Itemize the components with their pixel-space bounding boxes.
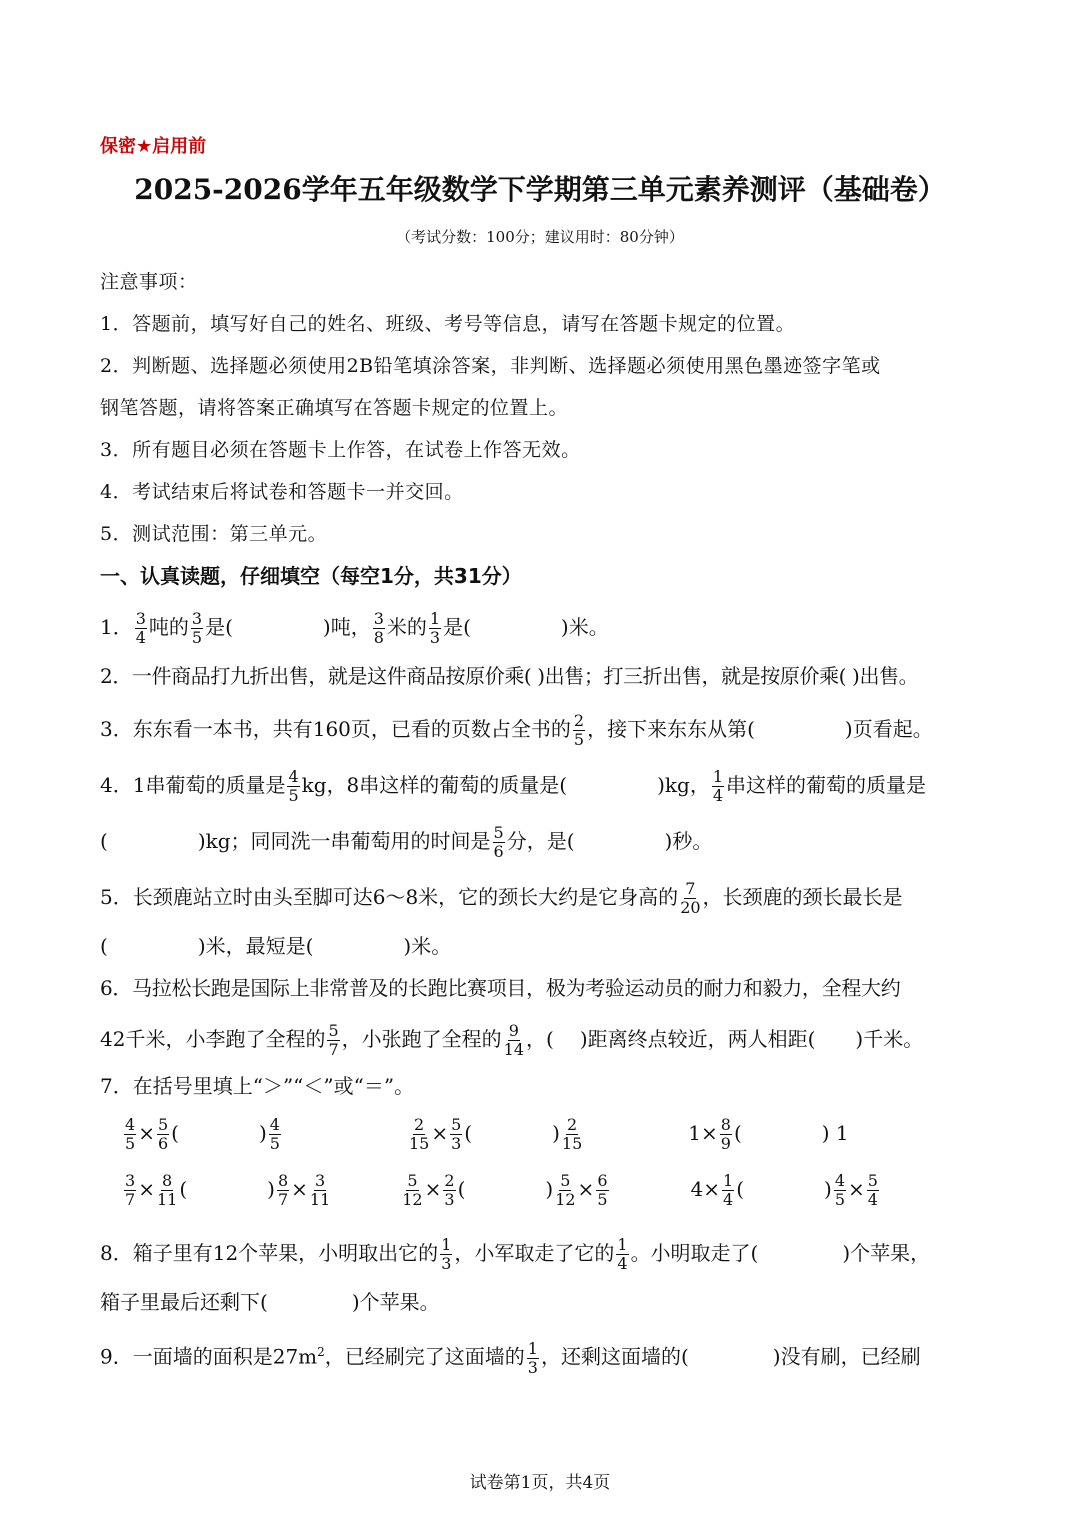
fraction: $\frac{4}{5}$ (288, 767, 299, 805)
fraction: $\frac{5}{6}$ (493, 823, 504, 861)
fraction: $\frac{1}{4}$ (712, 767, 724, 805)
fraction: $\frac{2}{15}$ (561, 1115, 583, 1153)
question-2: 2．一件商品打九折出售，就是这件商品按原价乘( )出售；打三折出售，就是按原价乘( )出售。 (100, 664, 919, 688)
question-4-cont: ( )kg；同同洗一串葡萄用的时间是 $\frac{5}{6}$ 分，是( )秒。 (100, 823, 713, 861)
question-8-cont: 箱子里最后还剩下( )个苹果。 (100, 1290, 440, 1314)
fraction: $\frac{5}{7}$ (328, 1021, 339, 1059)
fraction: $\frac{2}{5}$ (573, 711, 585, 749)
exam-info: （考试分数：100分；建议用时：80分钟） (396, 228, 684, 246)
question-3: 3．东东看一本书，共有160页，已看的页数占全书的 $\frac{2}{5}$ ，接下来东东从第( )页看起。 (100, 711, 933, 749)
question-1: 1． $\frac{3}{4}$ 吨的 $\frac{3}{5}$ 是( )吨， $\frac{3}{8}$ 米的 $\frac{1}{3}$ 是( )米。 (100, 609, 609, 647)
confidential-label: 保密★启用前 (100, 136, 207, 157)
note-4: 4．考试结束后将试卷和答题卡一并交回。 (100, 481, 464, 503)
question-6: 6．马拉松长跑是国际上非常普及的长跑比赛项目，极为考验运动员的耐力和毅力，全程大约 (100, 976, 901, 1000)
fraction: $\frac{3}{7}$ (125, 1171, 136, 1209)
fraction: $\frac{2}{15}$ (408, 1115, 430, 1153)
fraction: $\frac{5}{12}$ (555, 1171, 576, 1209)
fraction: $\frac{3}{4}$ (135, 609, 146, 647)
fraction: $\frac{2}{3}$ (444, 1171, 455, 1209)
fraction: $\frac{8}{9}$ (720, 1115, 731, 1153)
fraction: $\frac{1}{3}$ (441, 1235, 452, 1273)
comparison-row-1: $\frac{4}{5}$ × $\frac{5}{6}$ ( ) $\frac{4}{5}$ $\frac{2}{15}$ × $\frac{5}{3}$ ( ) $\frac{2}{15}$ 1× $\frac{8}{9}$ ( ) 1 (125, 1115, 849, 1153)
note-1: 1．答题前，填写好自己的姓名、班级、考号等信息，请写在答题卡规定的位置。 (100, 313, 796, 335)
fraction: $\frac{9}{14}$ (503, 1021, 524, 1059)
fraction: $\frac{6}{5}$ (597, 1171, 608, 1209)
fraction: $\frac{5}{3}$ (451, 1115, 462, 1153)
fraction: $\frac{1}{3}$ (527, 1338, 538, 1377)
page-title: 2025-2026学年五年级数学下学期第三单元素养测评（基础卷） (134, 173, 946, 206)
question-8: 8．箱子里有12个苹果，小明取出它的 $\frac{1}{3}$ ，小军取走了它的 $\frac{1}{4}$ 。小明取走了( )个苹果， (100, 1235, 931, 1273)
note-2: 2．判断题、选择题必须使用2B铅笔填涂答案，非判断、选择题必须使用黑色墨迹签字笔或 (100, 355, 881, 377)
fraction: $\frac{4}{5}$ (125, 1115, 136, 1153)
fraction: $\frac{1}{3}$ (429, 609, 441, 647)
fraction: $\frac{8}{11}$ (156, 1171, 178, 1209)
fraction: $\frac{5}{4}$ (867, 1171, 878, 1209)
fraction: $\frac{3}{8}$ (373, 609, 384, 647)
question-5-cont: ( )米，最短是( )米。 (100, 934, 452, 958)
fraction: $\frac{5}{12}$ (402, 1171, 423, 1209)
fraction: $\frac{4}{5}$ (834, 1171, 845, 1209)
comparison-row-2: $\frac{3}{7}$ × $\frac{8}{11}$ ( ) $\frac{8}{7}$ × $\frac{3}{11}$ $\frac{5}{12}$ × $\frac{2}{3}$ ( ) $\frac{5}{12}$ × $\frac{6}{5}$ 4× $\frac{1}{4}$ ( ) $\frac{4}{5}$ × $\frac{5}{4}$ (125, 1171, 878, 1209)
note-5: 5．测试范围：第三单元。 (100, 523, 328, 545)
notes-heading: 注意事项： (100, 271, 198, 293)
fraction: $\frac{1}{4}$ (617, 1235, 628, 1273)
fraction: $\frac{8}{7}$ (277, 1171, 289, 1209)
section-heading: 一、认真读题，仔细填空（每空1分，共31分） (100, 564, 522, 588)
question-5: 5．长颈鹿站立时由头至脚可达6～8米，它的颈长大约是它身高的 $\frac{7}{20}$ ，长颈鹿的颈长最长是 (100, 879, 903, 917)
question-9: 9．一面墙的面积是$27m^2$，已经刷完了这面墙的 $\frac{1}{3}$ ，还剩这面墙的( )没有刷，已经刷 (100, 1338, 921, 1377)
fraction: $\frac{3}{11}$ (309, 1171, 331, 1209)
question-7: 7．在括号里填上“＞”“＜”或“＝”。 (100, 1074, 415, 1098)
fraction: $\frac{7}{20}$ (680, 879, 701, 917)
question-4: 4．1串葡萄的质量是 $\frac{4}{5}$ kg，8串这样的葡萄的质量是( )kg， $\frac{1}{4}$ 串这样的葡萄的质量是 (100, 767, 927, 805)
fraction: $\frac{3}{5}$ (191, 609, 203, 647)
fraction: $\frac{4}{5}$ (269, 1115, 280, 1153)
note-2-cont: 钢笔答题，请将答案正确填写在答题卡规定的位置上。 (100, 397, 569, 419)
question-6-cont: 42千米，小李跑了全程的 $\frac{5}{7}$ ，小张跑了全程的 $\frac{9}{14}$ ，( )距离终点较近，两人相距( )千米。 (100, 1021, 924, 1059)
fraction: $\frac{5}{6}$ (157, 1115, 169, 1153)
note-3: 3．所有题目必须在答题卡上作答，在试卷上作答无效。 (100, 439, 581, 461)
fraction: $\frac{1}{4}$ (723, 1171, 734, 1209)
page-footer: 试卷第1页，共4页 (469, 1473, 611, 1493)
